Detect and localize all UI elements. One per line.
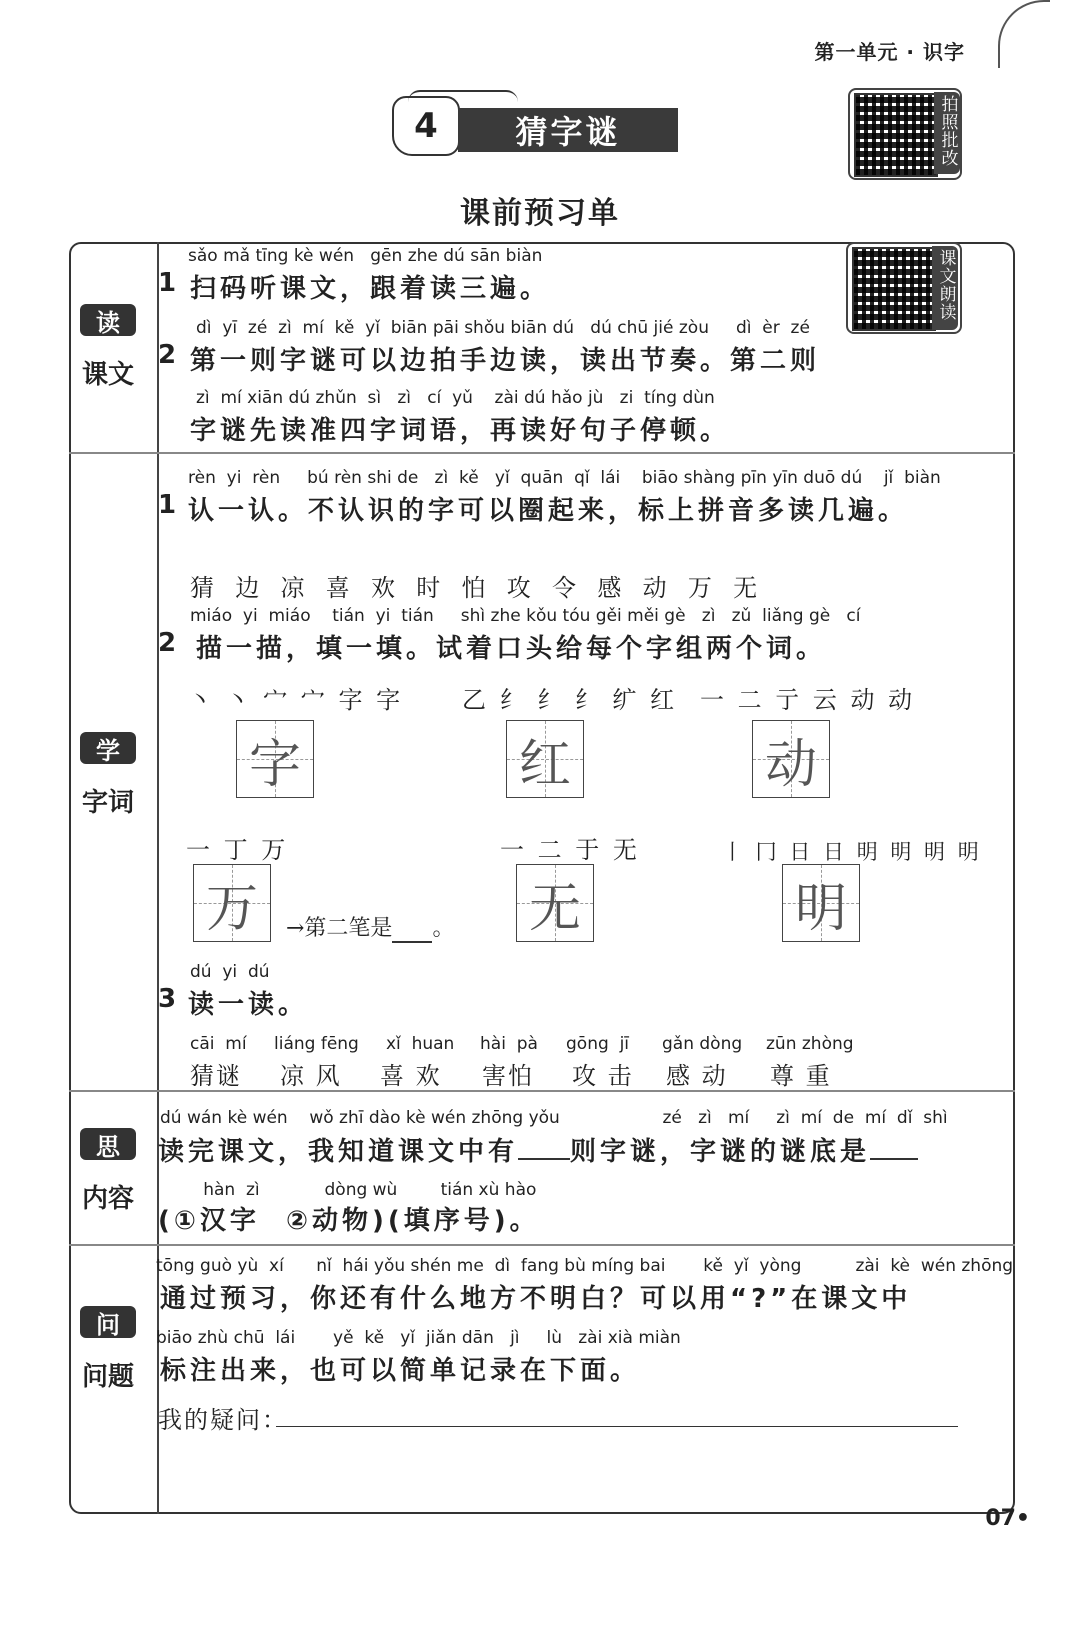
item-number: 2 xyxy=(158,340,177,370)
pinyin-line: hàn zì dòng wù tián xù hào xyxy=(160,1180,537,1200)
pinyin-line: sǎo mǎ tīng kè wén gēn zhe dú sān biàn xyxy=(188,246,543,266)
section-badge-ask: 问 xyxy=(80,1306,136,1338)
stroke-order: 丶 丶 宀 宀 字 字 xyxy=(188,686,404,714)
page-subtitle: 课前预习单 xyxy=(460,196,620,231)
stroke-order: 丨 冂 日 日 明 明 明 明 xyxy=(722,840,982,864)
section-label-learn: 字词 xyxy=(81,788,134,818)
section-label-think: 内容 xyxy=(81,1184,134,1214)
page-corner-decoration xyxy=(998,0,1050,68)
tracing-grid[interactable]: 红 xyxy=(506,720,584,798)
stroke-order: 乙 纟 纟 纟 纩 红 xyxy=(462,686,678,714)
lesson-heading xyxy=(392,90,692,156)
tracing-grid[interactable]: 明 xyxy=(782,864,860,942)
answer-blank[interactable] xyxy=(518,1130,570,1160)
qr-code-icon[interactable] xyxy=(854,93,938,177)
pinyin-line: rèn yi rèn bú rèn shi de zì kě yǐ quān qǐ lái biāo shàng pīn yīn duō dú jǐ biàn xyxy=(188,468,941,488)
second-stroke-question: →第二笔是 。 xyxy=(286,916,455,941)
section-badge-read: 读 xyxy=(80,304,136,336)
new-characters: 猜 边 凉 喜 欢 时 怕 攻 令 感 动 万 无 xyxy=(190,574,760,602)
item-number: 2 xyxy=(158,628,177,658)
word: 攻 击 xyxy=(572,1062,634,1090)
pinyin-line: miáo yi miáo tián yi tián shì zhe kǒu tóu gěi měi gè zì zǔ liǎng gè cí xyxy=(190,606,861,626)
pinyin-line: dì yī zé zì mí kě yǐ biān pāi shǒu biān dú dú chū jié zòu dì èr zé xyxy=(196,318,810,338)
learn-item-1-text: 认一认。不认识的字可以圈起来，标上拼音多读几遍。 xyxy=(188,496,909,526)
word: 尊 重 xyxy=(770,1062,832,1090)
think-question-line: 读完课文，我知道课文中有 则字谜，字谜的谜底是 xyxy=(158,1130,918,1168)
ask-text-2: 标注出来，也可以简单记录在下面。 xyxy=(160,1356,641,1386)
tracing-grid[interactable]: 万 xyxy=(193,864,271,942)
item-number: 1 xyxy=(158,490,177,520)
qr-audio-tag: 课文朗读 xyxy=(932,246,958,330)
stroke-order: 一 二 亍 云 动 动 xyxy=(700,686,916,714)
word: 感 动 xyxy=(666,1062,728,1090)
learn-item-2-text: 描一描，填一填。试着口头给每个字组两个词。 xyxy=(196,634,827,664)
lesson-title: 猜字谜 xyxy=(458,108,678,152)
word-pinyin: liáng fēng xyxy=(274,1034,359,1054)
row-divider xyxy=(69,1244,1015,1246)
my-question-label: 我的疑问： xyxy=(158,1406,288,1434)
tracing-grid[interactable]: 动 xyxy=(752,720,830,798)
page-number: 07• xyxy=(985,1506,1030,1531)
my-question-line[interactable] xyxy=(276,1426,958,1427)
read-item-2-text: 第一则字谜可以边拍手边读，读出节奏。第二则 xyxy=(190,346,821,376)
pinyin-line: dú yi dú xyxy=(190,962,270,982)
word: 喜 欢 xyxy=(380,1062,442,1090)
word: 凉 风 xyxy=(280,1062,342,1090)
stroke-order: 一 丁 万 xyxy=(186,836,289,864)
row-divider xyxy=(69,452,1015,454)
word-pinyin: xǐ huan xyxy=(386,1034,455,1054)
qr-grading-card[interactable] xyxy=(848,88,962,180)
read-item-1-text: 扫码听课文，跟着读三遍。 xyxy=(190,274,551,304)
learn-item-3-text: 读一读。 xyxy=(188,990,309,1020)
section-badge-think: 思 xyxy=(80,1128,136,1160)
qr-code-icon[interactable] xyxy=(852,247,936,331)
read-item-2-text-cont: 字谜先读准四字词语，再读好句子停顿。 xyxy=(190,416,731,446)
pinyin-line: biāo zhù chū lái yě kě yǐ jiǎn dān jì lù zài xià miàn xyxy=(156,1328,681,1348)
item-number: 1 xyxy=(158,268,177,298)
answer-blank[interactable] xyxy=(392,916,432,943)
answer-blank[interactable] xyxy=(870,1130,918,1160)
word-pinyin: zūn zhòng xyxy=(766,1034,854,1054)
qr-grading-tag: 拍照批改 xyxy=(934,92,960,174)
section-badge-learn: 学 xyxy=(80,732,136,764)
pinyin-line: zì mí xiān dú zhǔn sì zì cí yǔ zài dú hǎo jù zi tíng dùn xyxy=(196,388,715,408)
item-number: 3 xyxy=(158,984,177,1014)
word-pinyin: cāi mí xyxy=(190,1034,247,1054)
section-label-read: 课文 xyxy=(81,360,134,390)
unit-header: 第一单元 · 识字 xyxy=(814,40,965,64)
pinyin-line: dú wán kè wén wǒ zhī dào kè wén zhōng yǒu zé zì mí zì mí de mí dǐ shì xyxy=(160,1108,948,1128)
word-pinyin: gōng jī xyxy=(566,1034,630,1054)
ask-text-1: 通过预习，你还有什么地方不明白？可以用“?”在课文中 xyxy=(160,1284,912,1314)
word: 猜谜 xyxy=(190,1062,242,1090)
pinyin-line: tōng guò yù xí nǐ hái yǒu shén me dì fang bù míng bai kě yǐ yòng zài kè wén zhōng xyxy=(156,1256,1014,1276)
word-pinyin: gǎn dòng xyxy=(662,1034,743,1054)
qr-audio-card[interactable] xyxy=(846,242,962,334)
section-label-ask: 问题 xyxy=(81,1362,134,1392)
word: 害怕 xyxy=(482,1062,534,1090)
word-pinyin: hài pà xyxy=(480,1034,538,1054)
tracing-grid[interactable]: 无 xyxy=(516,864,594,942)
stroke-order: 一 二 于 无 xyxy=(500,836,640,864)
lesson-number: 4 xyxy=(392,96,460,156)
tracing-grid[interactable]: 字 xyxy=(236,720,314,798)
column-divider xyxy=(157,242,159,1514)
think-answer-options: (①汉字 ②动物)(填序号)。 xyxy=(158,1206,540,1236)
